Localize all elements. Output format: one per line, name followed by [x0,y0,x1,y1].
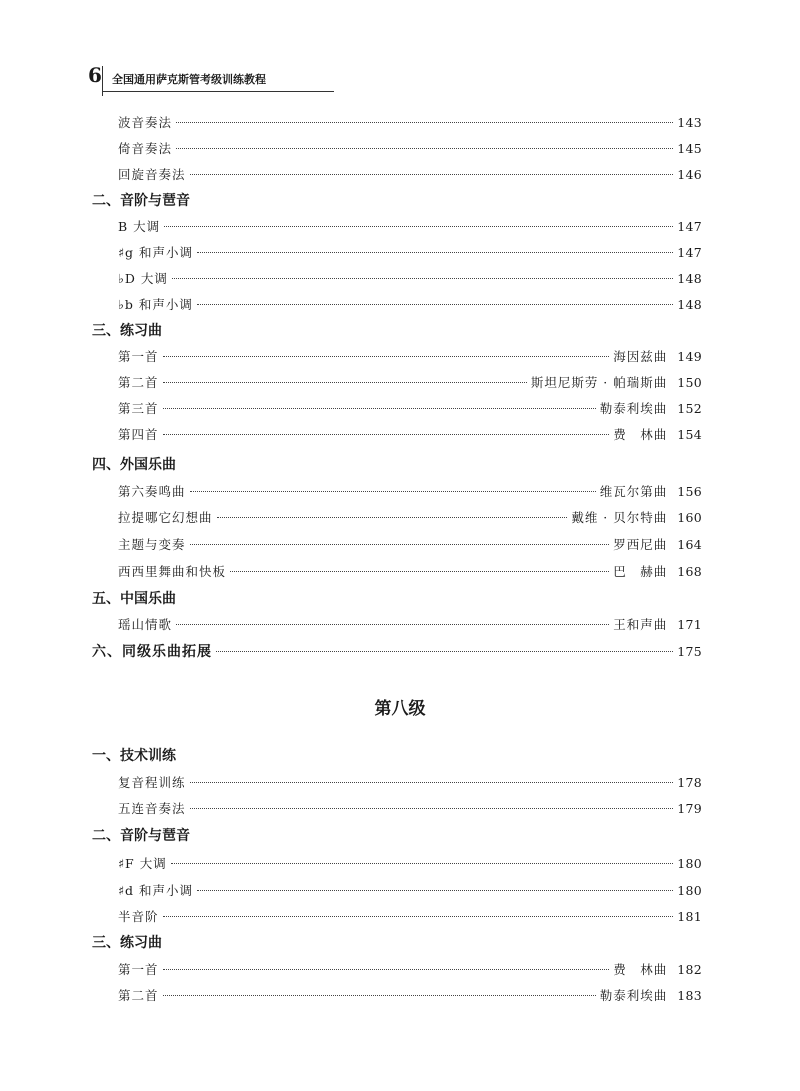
entry-title: 六、同级乐曲拓展 [92,644,212,660]
dot-leader [163,408,596,409]
entry-composer: 费 林曲 [613,962,668,977]
entry-page: 164 [677,537,702,552]
entry-title: 第一首 [118,962,159,977]
dot-leader [197,304,673,305]
entry-page: 183 [677,988,702,1003]
dot-leader [163,995,596,996]
entry-page: 147 [677,245,702,260]
toc-entry[interactable] [0,507,800,529]
toc-entry[interactable] [0,985,800,1007]
entry-composer: 王和声曲 [613,617,668,632]
section-heading: 二、音阶与琶音 [92,193,190,209]
toc-entry[interactable] [0,424,800,446]
dot-leader [190,782,674,783]
entry-title: 第二首 [118,988,159,1003]
dot-leader [190,491,596,492]
entry-composer: 勒泰利埃曲 [599,988,668,1003]
entry-page: 150 [677,375,702,390]
entry-composer: 费 林曲 [613,427,668,442]
dot-leader [176,122,673,123]
dot-leader [176,624,609,625]
entry-page: 145 [677,141,702,156]
dot-leader [230,571,609,572]
entry-composer: 巴 赫曲 [613,564,668,579]
entry-page: 148 [677,297,702,312]
dot-leader [163,969,610,970]
toc-entry[interactable] [0,268,800,290]
running-header [88,64,728,92]
entry-page: 178 [677,775,702,790]
level-title: 第八级 [374,699,426,719]
dot-leader [163,434,610,435]
entry-page: 175 [677,644,702,659]
entry-page: 152 [677,401,702,416]
entry-page: 149 [677,349,702,364]
toc-entry[interactable] [0,242,800,264]
page-number: 6 [88,63,102,87]
toc-entry[interactable] [0,798,800,820]
dot-leader [190,544,610,545]
toc-entry[interactable] [0,112,800,134]
entry-page: 154 [677,427,702,442]
toc-entry[interactable] [0,561,800,583]
dot-leader [197,252,673,253]
entry-title: B 大调 [118,219,161,234]
entry-page: 143 [677,115,702,130]
dot-leader [190,174,674,175]
toc-entry[interactable] [0,138,800,160]
toc-entry[interactable] [0,164,800,186]
toc-entry[interactable] [0,641,800,663]
dot-leader [216,651,673,652]
entry-title: ♯g 和声小调 [118,245,194,260]
entry-title: 第六奏鸣曲 [118,484,186,499]
toc-entry[interactable] [0,481,800,503]
entry-title: 西西里舞曲和快板 [118,564,227,579]
toc-entry[interactable] [0,534,800,556]
entry-page: 147 [677,219,702,234]
toc-entry[interactable] [0,880,800,902]
dot-leader [197,890,673,891]
entry-title: 倚音奏法 [118,141,173,156]
entry-composer: 戴维 · 贝尔特曲 [571,510,668,525]
toc-entry[interactable] [0,398,800,420]
dot-leader [163,382,527,383]
entry-page: 182 [677,962,702,977]
entry-page: 179 [677,801,702,816]
toc-entry[interactable] [0,216,800,238]
entry-composer: 维瓦尔第曲 [599,484,668,499]
toc-entry[interactable] [0,906,800,928]
header-rule [102,91,334,92]
dot-leader [217,517,568,518]
entry-title: 回旋音奏法 [118,167,186,182]
section-heading: 二、音阶与琶音 [92,828,190,844]
entry-title: ♭b 和声小调 [118,297,193,312]
entry-title: 波音奏法 [118,115,173,130]
entry-title: 第三首 [118,401,159,416]
toc-entry[interactable] [0,959,800,981]
toc-entry[interactable] [0,346,800,368]
entry-title: ♯F 大调 [118,856,167,871]
toc-entry[interactable] [0,853,800,875]
book-title: 全国通用萨克斯管考级训练教程 [112,73,266,86]
entry-composer: 罗西尼曲 [613,537,668,552]
dot-leader [163,916,674,917]
dot-leader [176,148,673,149]
section-heading: 一、技术训练 [92,748,176,764]
section-heading: 三、练习曲 [92,323,162,339]
entry-page: 156 [677,484,702,499]
entry-title: 第二首 [118,375,159,390]
entry-page: 148 [677,271,702,286]
entry-title: 主题与变奏 [118,537,186,552]
dot-leader [172,278,673,279]
dot-leader [190,808,674,809]
toc-entry[interactable] [0,372,800,394]
entry-title: 五连音奏法 [118,801,186,816]
toc-entry[interactable] [0,614,800,636]
entry-title: 第四首 [118,427,159,442]
entry-title: 瑶山情歌 [118,617,173,632]
toc-entry[interactable] [0,772,800,794]
entry-page: 168 [677,564,702,579]
entry-title: ♭D 大调 [118,271,168,286]
entry-page: 146 [677,167,702,182]
entry-page: 160 [677,510,702,525]
entry-page: 181 [677,909,702,924]
entry-page: 180 [677,856,702,871]
entry-page: 180 [677,883,702,898]
section-heading: 三、练习曲 [92,935,162,951]
dot-leader [163,356,610,357]
entry-page: 171 [677,617,702,632]
entry-composer: 海因兹曲 [613,349,668,364]
entry-title: 拉提哪它幻想曲 [118,510,213,525]
section-heading: 五、中国乐曲 [92,591,176,607]
entry-title: 复音程训练 [118,775,186,790]
entry-composer: 斯坦尼斯劳 · 帕瑞斯曲 [530,375,668,390]
dot-leader [164,226,673,227]
entry-composer: 勒泰利埃曲 [599,401,668,416]
toc-entry[interactable] [0,294,800,316]
entry-title: ♯d 和声小调 [118,883,194,898]
entry-title: 半音阶 [118,909,159,924]
entry-title: 第一首 [118,349,159,364]
section-heading: 四、外国乐曲 [92,457,176,473]
dot-leader [171,863,674,864]
